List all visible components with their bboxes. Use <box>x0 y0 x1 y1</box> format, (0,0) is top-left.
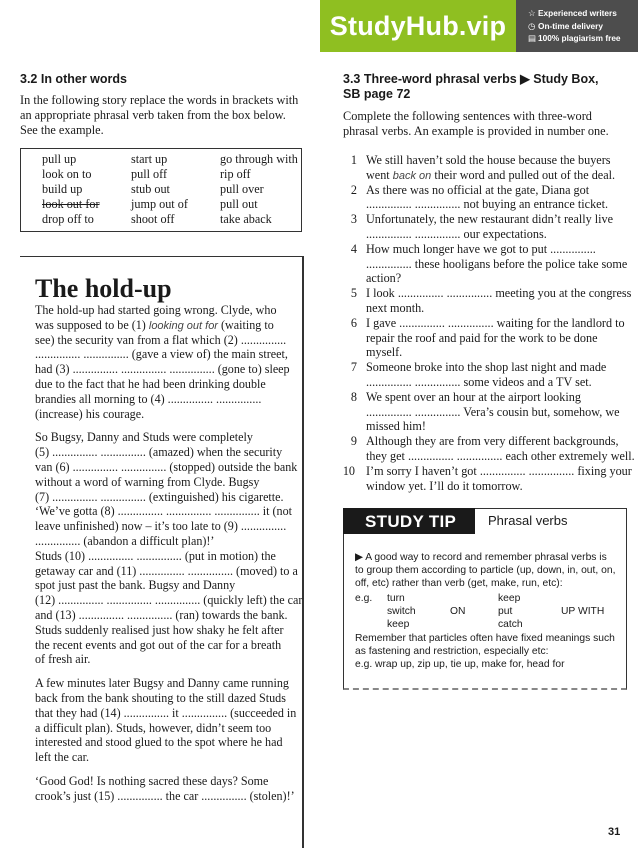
sentence-line <box>366 286 631 301</box>
box-phrasal-verb: drop off to <box>42 212 94 226</box>
sentence-line <box>366 464 632 479</box>
sentence-text: next month. <box>366 301 425 315</box>
sentence-text: We spent over an hour at the airport looking <box>366 389 581 404</box>
studyhub-banner <box>320 0 638 52</box>
tip-verb: switch <box>387 606 416 618</box>
item-number: 9 <box>350 434 357 449</box>
sentence-text: I gave ............... ............... waiting for the landlord to <box>366 315 625 330</box>
tip-particle: ON <box>450 606 466 617</box>
story-line <box>35 504 292 519</box>
sentence-line <box>366 212 613 227</box>
story-line <box>35 750 89 765</box>
sentence-text: ............... ............... our expectations. <box>366 227 547 241</box>
sentence-line <box>366 183 589 198</box>
story-text: of fresh air. <box>35 652 91 667</box>
sentence-text: ............... ............... not buying an entrance ticket. <box>366 197 609 212</box>
sentence-line <box>366 301 424 316</box>
story-line <box>35 608 288 623</box>
box-phrasal-verb: shoot off <box>131 212 175 226</box>
story-title: The hold-up <box>35 274 172 303</box>
story-text: (7) ............... ............... (extinguished) his cigarette. <box>35 489 284 504</box>
sentence-text: Someone broke into the shop last night and made <box>366 360 607 375</box>
sentence-line <box>366 331 597 346</box>
story-text: left the car. <box>35 750 90 765</box>
sentence-text: action? <box>366 271 402 286</box>
banner-features <box>516 0 638 52</box>
sentence-text: myself. <box>366 345 403 360</box>
sentence-text: As there was no official at the gate, Diana got <box>366 182 590 197</box>
sentence-text: window yet. I’ll do it tomorrow. <box>366 478 523 493</box>
item-number: 3 <box>350 212 357 227</box>
tip-eg: e.g. <box>355 593 373 604</box>
sentence-text: I look ............... ............... meeting you at the congress <box>366 286 632 301</box>
banner-feature: ◷ On-time delivery <box>528 20 604 31</box>
example-answer: back on <box>392 169 432 182</box>
story-text: back from the bank shouting to the still dazed Studs <box>35 691 286 705</box>
box-phrasal-verb: go through with <box>220 152 298 166</box>
banner-feature: ☆ Experienced writers <box>528 8 617 18</box>
item-number: 5 <box>350 286 357 301</box>
story-text: was supposed to be (1) <box>35 317 149 332</box>
story-line <box>35 519 286 534</box>
item-number: 8 <box>350 389 357 404</box>
tip-particle: UP WITH <box>561 606 605 617</box>
example-answer: looking out for <box>148 319 218 332</box>
sentence-line <box>366 449 635 464</box>
story-line <box>35 490 284 505</box>
story-text: due to the fact that he had been drinking double <box>35 377 266 391</box>
story-line <box>35 652 90 667</box>
section-3-2-intro: In the following story replace the words in brackets with an appropriate phrasal verb taken from the box below. See the example. <box>20 93 299 137</box>
story-text: Studs suddenly realised just how shaky he felt after <box>35 622 284 637</box>
story-text: ............... ............... (gave a view of) the main street, <box>35 347 288 362</box>
story-text: without a word of warning from Clyde. Bugsy <box>35 474 260 489</box>
tip-text: Remember that particles often have fixed meanings such <box>355 633 615 644</box>
banner-logo-area <box>320 0 516 52</box>
story-line <box>35 475 259 490</box>
story-text: (12) ............... ............... ............... (quickly left) the car <box>35 593 303 608</box>
story-line <box>35 691 286 706</box>
story-text: getaway car and (11) ............... ............... (moved) to a <box>35 563 298 578</box>
item-number: 6 <box>350 315 357 330</box>
story-text: see) the security van from a flat which (2) ............... <box>35 332 287 347</box>
box-phrasal-verb: build up <box>42 182 83 196</box>
sentence-text: Although they are from very different backgrounds, <box>366 434 619 449</box>
box-phrasal-verb: stub out <box>131 182 170 196</box>
tip-verb: catch <box>498 619 523 631</box>
story-text: brandies all morning to (4) ............... ............... <box>35 391 262 406</box>
story-text: ‘Good God! Is nothing sacred these days? Some <box>35 774 269 788</box>
clock-icon: ◷ <box>528 20 536 31</box>
box-phrasal-verb: pull off <box>131 167 167 181</box>
story-text: Studs (10) ............... ............... (put in motion) the <box>35 548 276 563</box>
box-phrasal-verb: pull out <box>220 197 258 211</box>
tip-verb: turn <box>387 593 405 604</box>
story-text: interested and stood glued to the spot where he had <box>35 735 283 750</box>
sentence-text: Unfortunately, the new restaurant didn’t really live <box>366 212 614 227</box>
tip-text: e.g. wrap up, zip up, tie up, make for, head for <box>355 659 565 671</box>
story-line <box>35 392 261 407</box>
story-line <box>35 549 276 564</box>
sentence-line <box>366 257 627 272</box>
story-text: and (13) ............... ............... (ran) towards the bank. <box>35 608 288 622</box>
box-phrasal-verb: start up <box>131 152 168 166</box>
sentence-text: We still haven’t sold the house because the buyers <box>366 153 611 167</box>
story-line <box>35 593 302 608</box>
sentence-line <box>366 405 620 420</box>
story-line <box>35 460 297 475</box>
story-text: (increase) his courage. <box>35 406 145 421</box>
sentence-text: their word and pulled out of the deal. <box>431 167 616 182</box>
item-number: 2 <box>350 182 357 197</box>
story-text: had (3) ............... ............... ............... (gone to) sleep <box>35 362 290 377</box>
sentence-text: missed him! <box>366 419 426 434</box>
story-text: leave unfinished) now – it’s too late to (9) ............... <box>35 519 287 534</box>
sentence-line <box>366 345 402 360</box>
sentence-line <box>366 271 401 286</box>
story-line <box>35 706 296 721</box>
tip-verb: keep <box>498 593 521 604</box>
sentence-text: How much longer have we got to put ............... <box>366 241 596 256</box>
sentence-text: ............... ............... Vera’s cousin but, somehow, we <box>366 404 620 419</box>
story-text: the recent events and got out of the car for a breath <box>35 637 282 652</box>
document-icon: ▤ <box>528 33 536 43</box>
story-text: van (6) ............... ............... (stopped) outside the bank <box>35 460 298 474</box>
story-line <box>35 638 281 653</box>
story-line <box>35 362 290 377</box>
sentence-line <box>366 434 619 449</box>
story-text: that they had (14) ............... it ............... (succeeded in <box>35 705 297 720</box>
box-phrasal-verb: jump out of <box>131 197 188 211</box>
banner-feature: ▤ 100% plagiarism free <box>528 33 621 43</box>
sentence-line <box>366 197 608 212</box>
box-phrasal-verb: take aback <box>220 212 272 226</box>
sentence-line <box>366 227 547 242</box>
sentence-line <box>366 390 581 405</box>
box-phrasal-verb: look out for <box>42 197 100 211</box>
tip-verb: keep <box>387 619 410 631</box>
tip-text: off, etc) rather than verb (get, make, run, etc): <box>355 578 563 590</box>
story-line <box>35 735 283 750</box>
story-line <box>35 347 288 362</box>
box-phrasal-verb: pull over <box>220 182 264 196</box>
sentence-line <box>366 316 625 331</box>
star-icon: ☆ <box>528 8 536 18</box>
story-text: The hold-up had started going wrong. Clyde, who <box>35 303 277 317</box>
story-line <box>35 407 144 422</box>
item-number: 7 <box>350 360 357 375</box>
sentence-text: I’m sorry I haven’t got ............... ............... fixing your <box>366 463 632 478</box>
story-line <box>35 789 295 804</box>
section-3-3-heading: 3.3 Three-word phrasal verbs ▶ Study Box, SB page 72 <box>343 72 599 101</box>
story-text: A few minutes later Bugsy and Danny came running <box>35 676 289 691</box>
sentence-text: repair the roof and paid for the work to be done <box>366 330 598 345</box>
study-tip-label: STUDY TIP <box>343 508 475 534</box>
item-number: 10 <box>342 463 355 478</box>
box-phrasal-verb: look on to <box>42 167 92 181</box>
section-3-3-intro: Complete the following sentences with three-word phrasal verbs. An example is provided in number one. <box>343 109 609 138</box>
story-text: crook’s just (15) ............... the car ............... (stolen)!’ <box>35 788 295 803</box>
story-text: ‘We’ve gotta (8) ............... ............... ............... it (not <box>35 504 292 519</box>
story-line <box>35 445 282 460</box>
story-line <box>35 623 284 638</box>
tip-text: as fastening and restriction, especially etc: <box>355 646 549 658</box>
story-line <box>35 430 253 445</box>
story-text: spot just past the bank. Bugsy and Danny <box>35 578 236 593</box>
sentence-line <box>366 242 596 257</box>
tip-verb: put <box>498 606 513 618</box>
item-number: 1 <box>350 153 357 167</box>
sentence-line <box>366 479 523 494</box>
story-text: a difficult plan). Studs, however, didn’t seem too <box>35 720 272 735</box>
story-text: (5) ............... ............... (amazed) when the security <box>35 445 283 460</box>
sentence-line <box>366 153 611 168</box>
sentence-text: went <box>366 167 393 182</box>
story-line <box>35 333 286 348</box>
tip-text: to group them according to particle (up, down, in, out, on, <box>355 565 616 577</box>
item-number: 4 <box>350 241 357 256</box>
story-text: (waiting to <box>217 317 274 332</box>
story-line <box>35 534 214 549</box>
sentence-text: ............... ............... some videos and a TV set. <box>366 375 592 389</box>
tip-text: ▶ A good way to record and remember phrasal verbs is <box>355 552 607 563</box>
page-number: 31 <box>608 826 621 838</box>
box-phrasal-verb: rip off <box>220 167 251 181</box>
studyhub-logo: StudyHub.vip <box>329 10 507 41</box>
story-line <box>35 774 268 789</box>
sentence-text: ............... these hooligans before the police take some <box>366 256 628 271</box>
story-line <box>35 721 271 736</box>
sentence-text: they get ............... ............... each other extremely well. <box>366 449 635 463</box>
story-text: So Bugsy, Danny and Studs were completely <box>35 430 253 445</box>
box-phrasal-verb: pull up <box>42 152 77 166</box>
story-line <box>35 303 277 318</box>
story-line <box>35 377 266 392</box>
story-line <box>35 676 289 691</box>
sentence-line <box>366 375 592 390</box>
section-3-2-heading: 3.2 In other words <box>20 72 127 86</box>
story-line <box>35 578 235 593</box>
sentence-line <box>366 168 615 184</box>
story-line <box>35 318 274 334</box>
sentence-line <box>366 360 606 375</box>
study-tip-title: Phrasal verbs <box>488 513 568 528</box>
sentence-line <box>366 419 426 434</box>
story-text: ............... (abandon a difficult plan)!’ <box>35 534 215 548</box>
story-line <box>35 564 298 579</box>
